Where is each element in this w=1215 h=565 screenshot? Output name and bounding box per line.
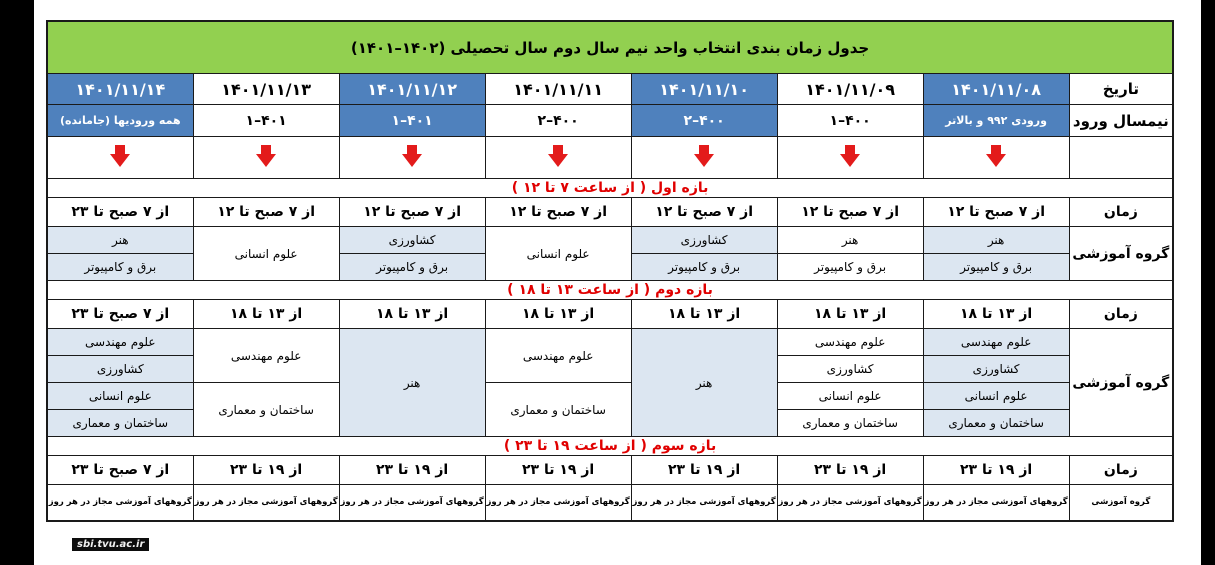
group-cell: [47, 329, 193, 437]
group-item: علوم مهندسی: [814, 334, 886, 349]
group-cell: [193, 329, 339, 437]
down-arrow-icon: [986, 154, 1006, 167]
arrow-cell: [485, 137, 631, 179]
schedule-table: [46, 20, 1174, 522]
time-label: زمان: [1069, 198, 1173, 227]
time-cell: از ۷ صبح تا ۱۲: [339, 198, 485, 227]
group-item: علوم انسانی: [526, 246, 590, 261]
group-list: [48, 329, 193, 436]
group-cell: [923, 227, 1069, 281]
arrow-cell: [923, 137, 1069, 179]
time-cell: از ۷ صبح تا ۱۲: [193, 198, 339, 227]
group-cell: [193, 227, 339, 281]
group-item: علوم انسانی: [924, 382, 1069, 409]
group-item: علوم مهندسی: [960, 334, 1032, 349]
date-cell: ۱۴۰۱/۱۱/۰۹: [777, 74, 923, 105]
date-cell: ۱۴۰۱/۱۱/۱۲: [339, 74, 485, 105]
group-list: [340, 329, 485, 436]
time-label: زمان: [1069, 456, 1173, 485]
arrow-cell: [631, 137, 777, 179]
group-item: ساختمان و معماری: [486, 383, 631, 437]
group-list: [194, 227, 339, 280]
time-cell: از ۱۹ تا ۲۳: [631, 456, 777, 485]
time-row: [47, 198, 1173, 227]
time-cell: از ۱۳ تا ۱۸: [485, 300, 631, 329]
arrow-cell: [193, 137, 339, 179]
group-cell: [339, 329, 485, 437]
group-item: برق و کامپیوتر: [924, 254, 1069, 281]
time-cell: از ۷ صبح تا ۱۲: [485, 198, 631, 227]
group-item: علوم مهندسی: [230, 348, 302, 363]
down-arrow-icon: [840, 154, 860, 167]
down-arrow-icon: [402, 154, 422, 167]
group-label: گروه آموزشی: [1069, 227, 1173, 281]
down-arrow-icon: [694, 154, 714, 167]
period-row: [47, 179, 1173, 198]
group-cell: [777, 329, 923, 437]
group-item: کشاورزی: [48, 355, 193, 382]
time-cell: از ۱۹ تا ۲۳: [485, 456, 631, 485]
down-arrow-icon: [110, 154, 130, 167]
group-item: هنر: [987, 233, 1005, 247]
period-header: بازه دوم ( از ساعت ۱۳ تا ۱۸ ): [47, 281, 1173, 300]
group-item: کشاورزی: [680, 233, 728, 247]
group-item: کشاورزی: [924, 355, 1069, 382]
group-item: هنر: [112, 233, 129, 247]
group-cell: گروههای آموزشی مجاز در هر روز: [485, 485, 631, 521]
group-item: کشاورزی: [388, 233, 436, 247]
group-list: [632, 227, 777, 280]
table-title: جدول زمان بندی انتخاب واحد نیم سال دوم سال تحصیلی (۱۴۰۲–۱۴۰۱): [47, 21, 1173, 74]
time-cell: از ۱۳ تا ۱۸: [923, 300, 1069, 329]
group-item: هنر: [695, 375, 713, 390]
group-list: [486, 329, 631, 436]
group-list: [924, 227, 1069, 280]
group-cell: [485, 227, 631, 281]
period-row: [47, 281, 1173, 300]
time-label: زمان: [1069, 300, 1173, 329]
time-cell: از ۱۳ تا ۱۸: [631, 300, 777, 329]
time-cell: از ۷ صبح تا ۱۲: [923, 198, 1069, 227]
group-cell: [485, 329, 631, 437]
entry-cell: ورودی ۹۹۲ و بالاتر: [923, 105, 1069, 137]
group-cell: [923, 329, 1069, 437]
group-item: کشاورزی: [778, 355, 923, 382]
group-cell: [631, 329, 777, 437]
entry-cell: ۴۰۱–۱: [193, 105, 339, 137]
entry-cell: همه ورودیها (جامانده): [47, 105, 193, 137]
time-cell: از ۷ صبح تا ۲۳: [47, 198, 193, 227]
group-item: علوم انسانی: [48, 382, 193, 409]
group-item: علوم مهندسی: [522, 348, 594, 363]
group-cell: [339, 227, 485, 281]
group-list: [632, 329, 777, 436]
group-item: علوم مهندسی: [85, 334, 156, 349]
group-cell: گروههای آموزشی مجاز در هر روز: [193, 485, 339, 521]
entry-row: [47, 105, 1173, 137]
document-sheet: [34, 0, 1201, 565]
group-item: ساختمان و معماری: [194, 383, 339, 437]
entry-cell: ۴۰۰–۲: [485, 105, 631, 137]
group-item: برق و کامپیوتر: [48, 254, 193, 281]
arrow-row-label: [1069, 137, 1173, 179]
group-cell: گروههای آموزشی مجاز در هر روز: [923, 485, 1069, 521]
group-label: گروه آموزشی: [1069, 485, 1173, 521]
group-list: [778, 329, 923, 436]
group-row: [47, 227, 1173, 281]
group-cell: [777, 227, 923, 281]
time-cell: از ۱۳ تا ۱۸: [339, 300, 485, 329]
group-row: [47, 329, 1173, 437]
time-cell: از ۷ صبح تا ۲۳: [47, 300, 193, 329]
time-cell: از ۷ صبح تا ۱۲: [777, 198, 923, 227]
entry-label: نیمسال ورود: [1069, 105, 1173, 137]
time-cell: از ۱۹ تا ۲۳: [339, 456, 485, 485]
group-list: [48, 227, 193, 280]
time-cell: از ۱۹ تا ۲۳: [193, 456, 339, 485]
time-cell: از ۷ صبح تا ۱۲: [631, 198, 777, 227]
date-cell: ۱۴۰۱/۱۱/۱۳: [193, 74, 339, 105]
time-row: [47, 456, 1173, 485]
arrow-cell: [777, 137, 923, 179]
date-cell: ۱۴۰۱/۱۱/۱۴: [47, 74, 193, 105]
group-item: برق و کامپیوتر: [340, 254, 485, 281]
group-item: هنر: [841, 233, 859, 247]
group-cell: [47, 227, 193, 281]
date-cell: ۱۴۰۱/۱۱/۰۸: [923, 74, 1069, 105]
entry-cell: ۴۰۰–۱: [777, 105, 923, 137]
group-list: [924, 329, 1069, 436]
group-item: برق و کامپیوتر: [632, 254, 777, 281]
date-cell: ۱۴۰۱/۱۱/۱۰: [631, 74, 777, 105]
time-cell: از ۷ صبح تا ۲۳: [47, 456, 193, 485]
group-list: [340, 227, 485, 280]
time-cell: از ۱۹ تا ۲۳: [777, 456, 923, 485]
down-arrow-icon: [256, 154, 276, 167]
entry-cell: ۴۰۱–۱: [339, 105, 485, 137]
group-item: ساختمان و معماری: [778, 410, 923, 436]
entry-cell: ۴۰۰–۲: [631, 105, 777, 137]
group-cell: گروههای آموزشی مجاز در هر روز: [777, 485, 923, 521]
group-cell: گروههای آموزشی مجاز در هر روز: [47, 485, 193, 521]
down-arrow-icon: [548, 154, 568, 167]
group-item: علوم انسانی: [778, 382, 923, 409]
arrow-cell: [47, 137, 193, 179]
arrow-row: [47, 137, 1173, 179]
group-item: برق و کامپیوتر: [778, 254, 923, 281]
date-row: [47, 74, 1173, 105]
group-list: [194, 329, 339, 436]
group-list: [486, 227, 631, 280]
group-item: ساختمان و معماری: [48, 410, 193, 436]
group-label: گروه آموزشی: [1069, 329, 1173, 437]
group-item: هنر: [403, 375, 421, 390]
group-item: ساختمان و معماری: [924, 410, 1069, 436]
date-cell: ۱۴۰۱/۱۱/۱۱: [485, 74, 631, 105]
time-row: [47, 300, 1173, 329]
group-cell: گروههای آموزشی مجاز در هر روز: [339, 485, 485, 521]
time-cell: از ۱۹ تا ۲۳: [923, 456, 1069, 485]
watermark: sbi.tvu.ac.ir: [72, 538, 149, 551]
arrow-cell: [339, 137, 485, 179]
time-cell: از ۱۳ تا ۱۸: [777, 300, 923, 329]
group-list: [778, 227, 923, 280]
period-header: بازه اول ( از ساعت ۷ تا ۱۲ ): [47, 179, 1173, 198]
group-cell: گروههای آموزشی مجاز در هر روز: [631, 485, 777, 521]
date-label: تاریخ: [1069, 74, 1173, 105]
time-cell: از ۱۳ تا ۱۸: [193, 300, 339, 329]
group-row: [47, 485, 1173, 521]
group-cell: [631, 227, 777, 281]
period-row: [47, 437, 1173, 456]
group-item: علوم انسانی: [234, 246, 298, 261]
period-header: بازه سوم ( از ساعت ۱۹ تا ۲۳ ): [47, 437, 1173, 456]
